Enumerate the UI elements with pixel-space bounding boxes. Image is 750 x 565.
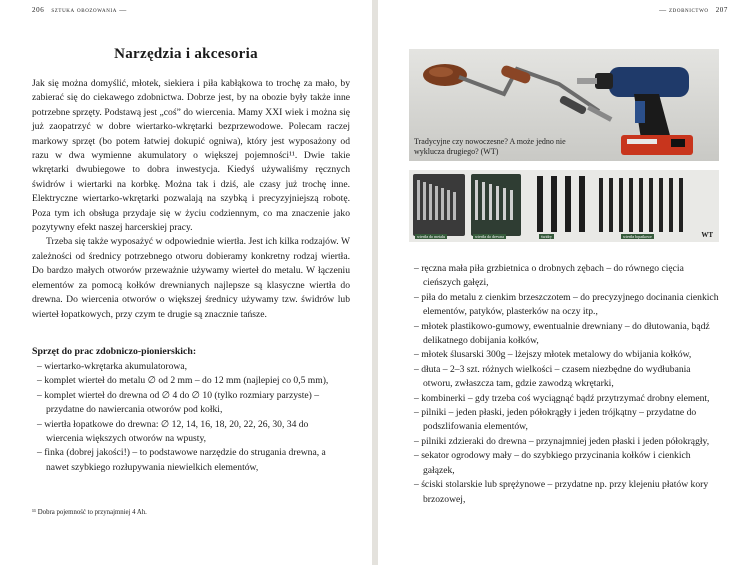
list-item: – kombinerki – gdy trzeba coś wyciągnąć bądź przytrzymać drobny element, [409,392,719,406]
page-number-left: 206 [32,6,45,14]
list-heading: Sprzęt do prac zdobniczo-pionierskich: [32,346,197,357]
spade-bits-icon [599,178,683,232]
photo-caption: Tradycyjne czy nowoczesne? A może jedno nie wyklucza drugiego? (WT) [414,137,566,156]
paragraph: Trzeba się także wyposażyć w odpowiednie wiertła. Jest ich kilka rodzajów. W zależności od średnicy potrzebnego otworu dobieramy konkretny rodzaj wiertła. Do bardzo małych otworów przeważnie używamy wierteł do metalu. W łączeniu elementów za pomocą kołków drewnianych najlepsze są klasyczne wiertła do drewna. Do wiercenia otworów o większej średnicy używamy tzw. świdrów lub wierteł łopatkowych, przy czym te drugie są znacznie tańsze. [32,236,350,320]
right-page [378,0,750,565]
list-item: – dłuta – 2–3 szt. różnych wielkości – czasem niezbędne do wydłubania otworu, zwłaszcza tam, gdzie zawodzą wkrętarki, [409,363,719,392]
footnote: ¹¹ Dobra pojemność to przynajmniej 4 Ah. [32,509,147,516]
running-head-left: sztuka obozowania — [51,6,127,14]
list-item: – finka (dobrej jakości!) – to podstawowe narzędzie do strugania drewna, a nawet szybkiego rozłupywania niewielkich elementów, [32,446,344,475]
bit-label: wiertła do drewna [475,234,504,239]
body-text-left [32,77,350,322]
right-running-head [659,6,728,14]
left-running-head [32,6,127,14]
metal-bit-case-icon [413,174,465,236]
photo-credit: WT [701,231,713,239]
tool-list-left [32,360,344,475]
list-item: – młotek plastikowo-gumowy, ewentualnie drewniany – do dłutowania, bądź delikatnego dobijania kołków, [409,320,719,349]
list-item: – wiertarko-wkrętarka akumulatorowa, [32,360,344,374]
section-title: Narzędzia i akcesoria [114,46,258,62]
list-item: – wiertła łopatkowe do drewna: ∅ 12, 14, 16, 18, 20, 22, 26, 30, 34 do wiercenia większych otworów na wpusty, [32,418,344,447]
list-item: – pilniki – jeden płaski, jeden półokrągły i jeden trójkątny – przydatne do podszlifowania elementów, [409,406,719,435]
page-number-right: 207 [715,6,728,14]
photo-drill-bits [409,170,719,242]
list-item: – piła do metalu z cienkim brzeszczotem – do precyzyjnego docinania cienkich elementów, patyków, plasterków na oczy itp., [409,291,719,320]
list-item: – ściski stolarskie lub sprężynowe – przydatne np. przy klejeniu płatów kory brzozowej, [409,478,719,507]
paragraph: Jak się można domyślić, młotek, siekiera i piła kabłąkowa to trochę za mało, by zabierać się do ciekawego zdobnictwa. Dobrze jest, by na obozie były także inne potrzebne sprzęty. Podstawą jest „coś” do wiercenia. Mamy XXI wiek i można się już zaopatrzyć w dobre wiertarko-wkrętarki bezprzewodowe. Polecam raczej markowy sprzęt (bo potem łatwiej dokupić ogniwa), który jest wyposażony od razu w dwa wymienne akumulatory o większej pojemności¹¹. Dwie takie wkrętarki dwubiegowe to dobra inwestycja. Kiedyś używaliśmy ręcznych świdrów i wiertarki na korbkę. Można tak i dziś, ale czasy już trochę inne. Elektryczne wiertarko-wkrętarki pozwalają na szybką i precyzyjniejszą robotę. Poza tym ich obsługa przydaje się w życiu codziennym, co ma znaczenie jako pozytywny efekt naszej harcerskiej pracy. [32,78,350,234]
bit-label: świdry [541,234,552,239]
bit-label: wiertła do metalu [417,234,445,239]
photo-drills [409,49,719,161]
running-head-right: — zdobnictwo [659,6,709,14]
list-item: – komplet wierteł do drewna od ∅ 4 do ∅ 10 (tylko rozmiary parzyste) – przydatne do nawiercania otworów pod kołki, [32,389,344,418]
tool-list-right [409,262,719,507]
list-item: – ręczna mała piła grzbietnica o drobnych zębach – do równego cięcia cieńszych gałęzi, [409,262,719,291]
left-page [0,0,372,565]
bit-label: wiertła łopatkowe [623,234,652,239]
list-item: – młotek ślusarski 300g – lżejszy młotek metalowy do wbijania kołków, [409,348,719,362]
drill-bits-illustration [409,170,719,242]
list-item: – komplet wierteł do metalu ∅ od 2 mm – do 12 mm (najlepiej co 0,5 mm), [32,374,344,388]
list-item: – pilniki zdzieraki do drewna – przynajmniej jeden płaski i jeden półokrągły, [409,435,719,449]
wood-bit-case-icon [471,174,521,236]
list-item: – sekator ogrodowy mały – do szybkiego przycinania kołków i cienkich gałązek, [409,449,719,478]
